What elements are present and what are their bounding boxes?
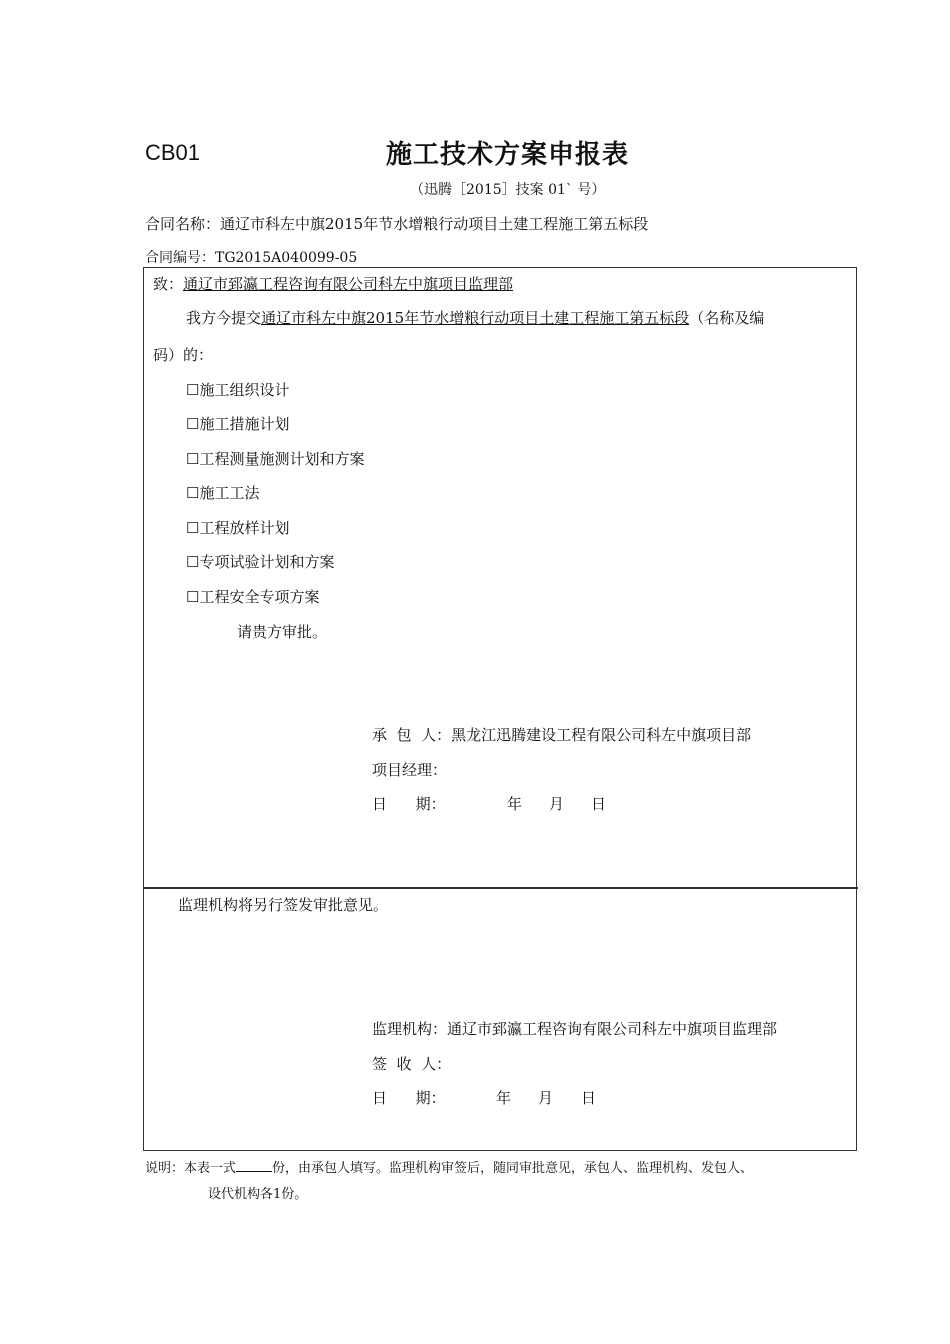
doc-number: （迅腾［2015］技案 01` 号） (410, 182, 606, 198)
footnote-prefix: 说明：本表一式 (145, 1161, 237, 1176)
contract-name-row (145, 213, 648, 234)
request-text: 请贵方审批。 (237, 623, 328, 641)
option-item[interactable] (186, 482, 259, 503)
page-title: 施工技术方案申报表 (386, 140, 630, 170)
option-label: 工程安全专项方案 (199, 588, 320, 606)
supervision-year: 年 (496, 1089, 512, 1107)
option-label: 专项试验计划和方案 (199, 553, 335, 571)
recipient-label: 致： (153, 275, 184, 293)
form-code: CB01 (145, 140, 201, 165)
option-item[interactable] (186, 517, 289, 538)
option-label: 施工工法 (199, 484, 260, 502)
option-item[interactable] (186, 413, 289, 434)
option-label: 施工措施计划 (199, 415, 290, 433)
recipient-value: 通辽市郅瀛工程咨询有限公司科左中旗项目监理部 (183, 275, 514, 293)
submission-year: 年 (507, 795, 523, 813)
intro-prefix: 我方今提交 (186, 309, 262, 327)
contract-name-value: 通辽市科左中旗2015年节水增粮行动项目土建工程施工第五标段 (220, 215, 649, 233)
contract-number-value: TG2015A040099-05 (215, 250, 358, 266)
contractor-row (372, 724, 751, 745)
submission-day: 日 (591, 795, 607, 813)
footnote-line-2: 设代机构各1份。 (208, 1187, 308, 1202)
option-item[interactable] (186, 551, 334, 572)
contract-number-row (145, 247, 357, 267)
option-label: 工程测量施测计划和方案 (199, 450, 365, 468)
option-item[interactable] (186, 379, 289, 400)
manager-label: 项目经理： (372, 761, 448, 779)
option-item[interactable] (186, 448, 364, 469)
supervision-org-value: 通辽市郅瀛工程咨询有限公司科左中旗项目监理部 (447, 1020, 778, 1038)
recipient-row (153, 273, 513, 294)
intro-continuation: 码）的： (153, 346, 214, 364)
supervision-org-label: 监理机构： (372, 1020, 448, 1038)
footnote-line-1 (145, 1157, 753, 1176)
intro-suffix: （名称及编 (689, 309, 765, 327)
checkbox-icon[interactable]: ☐ (186, 484, 200, 502)
option-item[interactable] (186, 586, 319, 607)
checkbox-icon[interactable]: ☐ (186, 415, 200, 433)
submission-month: 月 (549, 795, 565, 813)
option-label: 工程放样计划 (199, 519, 290, 537)
supervision-date-label: 日 期： (372, 1089, 446, 1107)
section-divider (143, 887, 858, 889)
supervision-day: 日 (581, 1089, 597, 1107)
option-label: 施工组织设计 (199, 381, 290, 399)
checkbox-icon[interactable]: ☐ (186, 381, 200, 399)
supervision-opinion: 监理机构将另行签发审批意见。 (178, 896, 389, 914)
checkbox-icon[interactable]: ☐ (186, 553, 200, 571)
supervision-org-row (372, 1018, 777, 1039)
copies-blank (236, 1159, 272, 1172)
contract-name-label: 合同名称： (145, 215, 221, 233)
intro-line (186, 307, 764, 328)
supervision-month: 月 (538, 1089, 554, 1107)
intro-subject: 通辽市科左中旗2015年节水增粮行动项目土建工程施工第五标段 (261, 309, 690, 327)
submission-date-label: 日 期： (372, 795, 446, 813)
contractor-value: 黑龙江迅腾建设工程有限公司科左中旗项目部 (451, 726, 752, 744)
contractor-label: 承 包 人： (372, 726, 452, 744)
receiver-label: 签 收 人： (372, 1055, 452, 1073)
checkbox-icon[interactable]: ☐ (186, 588, 200, 606)
contract-number-label: 合同编号： (145, 250, 215, 266)
checkbox-icon[interactable]: ☐ (186, 450, 200, 468)
checkbox-icon[interactable]: ☐ (186, 519, 200, 537)
footnote-suffix: 份，由承包人填写。监理机构审签后，随同审批意见，承包人、监理机构、发包人、 (272, 1161, 754, 1176)
